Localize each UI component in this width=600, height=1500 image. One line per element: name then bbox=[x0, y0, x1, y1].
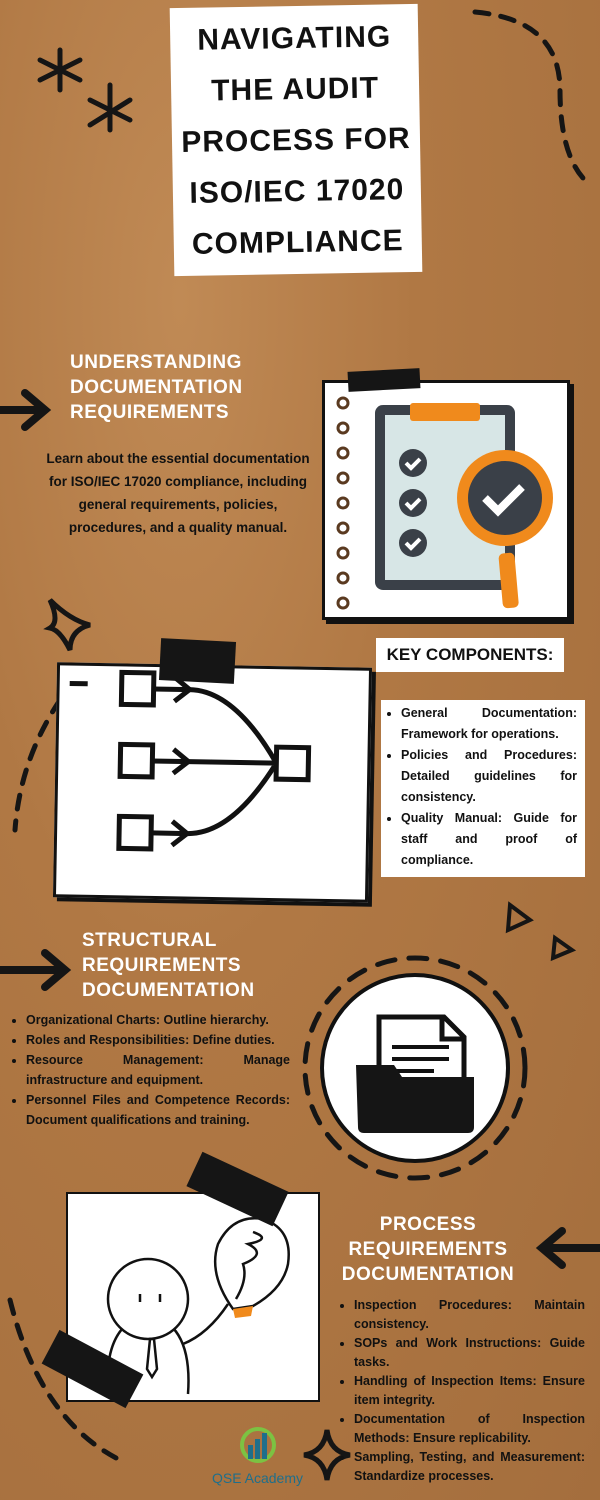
list-item: • Sampling, Testing, and Measurement: Standardize processes. bbox=[354, 1448, 585, 1486]
triangle-icon bbox=[508, 905, 572, 958]
key-components-box bbox=[381, 700, 585, 877]
section2-heading: STRUCTURAL REQUIREMENTS DOCUMENTATION bbox=[82, 930, 255, 1001]
asterisk-icon bbox=[40, 50, 80, 90]
list-item: • Policies and Procedures: Detailed guidelines for consistency. bbox=[401, 745, 577, 808]
section1-body: Learn about the essential documentation for ISO/IEC 17020 compliance, including general requirements, policies, procedures, and a quality manual. bbox=[46, 451, 310, 535]
list-item: • Resource Management: Manage infrastructure and equipment. bbox=[26, 1050, 290, 1090]
section3-heading: PROCESS REQUIREMENTS DOCUMENTATION bbox=[341, 1214, 515, 1285]
list-item: • Organizational Charts: Outline hierarchy. bbox=[26, 1010, 290, 1030]
key-components-label: KEY COMPONENTS: bbox=[376, 638, 564, 672]
arrow-right-icon bbox=[0, 953, 65, 987]
key-components-list bbox=[385, 703, 577, 871]
section3-list bbox=[338, 1296, 585, 1486]
clipboard-checklist-icon bbox=[325, 383, 567, 617]
page-title: NAVIGATING THE AUDIT PROCESS FOR ISO/IEC 17020 COMPLIANCE bbox=[170, 4, 423, 276]
qse-academy-logo bbox=[205, 1425, 310, 1485]
folder-illustration bbox=[320, 973, 510, 1163]
document-folder-icon bbox=[324, 977, 506, 1159]
list-item: • Documentation of Inspection Methods: Ensure replicability. bbox=[354, 1410, 585, 1448]
dashed-curve bbox=[475, 12, 590, 185]
dashed-curve bbox=[15, 700, 60, 830]
list-item: • Roles and Responsibilities: Define duties. bbox=[26, 1030, 290, 1050]
clipboard-illustration bbox=[322, 380, 570, 620]
list-item: • Quality Manual: Guide for staff and proof of compliance. bbox=[401, 808, 577, 871]
list-item: • Personnel Files and Competence Records: Document qualifications and training. bbox=[26, 1090, 290, 1130]
logo-text: QSE Academy bbox=[211, 1470, 304, 1486]
section2-list bbox=[10, 1010, 290, 1130]
section1-heading: UNDERSTANDING DOCUMENTATION REQUIREMENTS bbox=[70, 352, 243, 423]
tape-strip bbox=[159, 638, 236, 684]
list-item: • Handling of Inspection Items: Ensure item integrity. bbox=[354, 1372, 585, 1410]
arrow-right-icon bbox=[0, 393, 45, 427]
list-item: • General Documentation: Framework for operations. bbox=[401, 703, 577, 745]
tape-strip bbox=[348, 368, 421, 392]
arrow-left-icon bbox=[542, 1231, 600, 1265]
logo-chart-icon bbox=[238, 1425, 278, 1465]
list-item: • Inspection Procedures: Maintain consistency. bbox=[354, 1296, 585, 1334]
flow-diagram-illustration bbox=[53, 662, 372, 902]
list-item: • SOPs and Work Instructions: Guide tasks. bbox=[354, 1334, 585, 1372]
asterisk-icon bbox=[90, 85, 130, 130]
sparkle-icon bbox=[50, 600, 90, 650]
merge-diagram-icon bbox=[56, 665, 369, 899]
